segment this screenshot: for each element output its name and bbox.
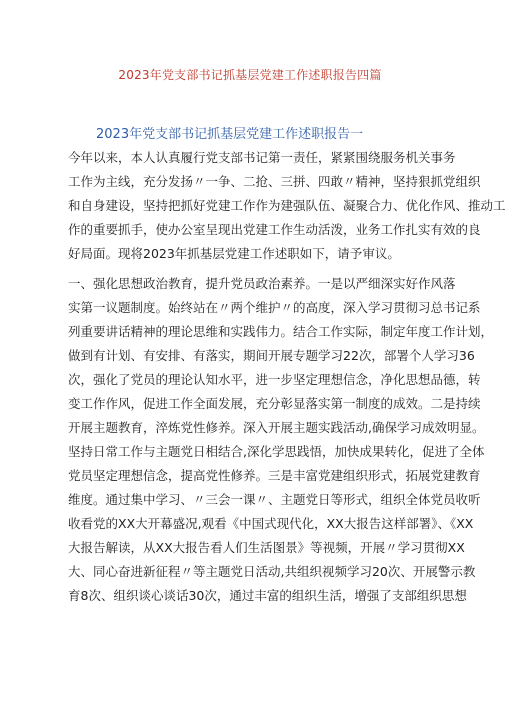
text-line: 好局面。现将2023年抓基层党建工作述职如下，请予审议。	[68, 246, 400, 261]
text-line: 大、同心奋进新征程〃等主题党日活动,共组织视频学习20次、开展警示教	[68, 564, 476, 579]
paragraph-intro	[68, 146, 506, 266]
text-line: 变工作作风，促进工作全面发展，充分彰显落实第一制度的成效。二是持续	[68, 396, 481, 411]
text-line: 收看党的XX大开幕盛况,观看《中国式现代化，XX大报告这样部署》、《XX	[68, 516, 474, 531]
text-line: 党员坚定理想信念，提高党性修养。三是丰富党建组织形式，拓展党建教育	[68, 468, 481, 483]
text-line: 开展主题教育，淬炼党性修养。深入开展主题实践活动,确保学习成效明显。	[68, 420, 485, 435]
text-line: 做到有计划、有安排、有落实，期间开展专题学习22次，部署个人学习36	[68, 348, 475, 363]
text-line: 和自身建设，坚持把抓好党建工作作为建强队伍、凝聚合力、优化作风、推动工	[68, 198, 506, 213]
text-line: 维度。通过集中学习、〃三会一课〃、主题党日等形式，组织全体党员收听	[68, 492, 481, 507]
text-line: 育8次、组织谈心谈话30次，通过丰富的组织生活，增强了支部组织思想	[68, 588, 467, 603]
document-title: 2023年党支部书记抓基层党建工作述职报告四篇	[118, 68, 382, 82]
text-line: 作的重要抓手，使办公室呈现出党建工作生动活泼，业务工作扎实有效的良	[68, 222, 481, 237]
text-line: 坚持日常工作与主题党日相结合,深化学思践悟，加快成果转化，促进了全体	[68, 444, 485, 459]
paragraph-political-education	[68, 272, 494, 608]
text-line: 工作为主线，充分发扬〃一争、二抢、三拼、四敢〃精神，坚持狠抓党组织	[68, 174, 481, 189]
text-line: 一、强化思想政治教育，提升党员政治素养。一是以严细深实好作风落	[68, 276, 456, 291]
report-body	[68, 146, 506, 608]
text-line: 实第一议题制度。始终站在〃两个维护〃的高度，深入学习贯彻习总书记系	[68, 300, 481, 315]
text-line: 今年以来，本人认真履行党支部书记第一责任，紧紧围绕服务机关事务	[68, 150, 456, 165]
text-line: 大报告解读，从XX大报告看人们生活图景》等视频，开展〃学习贯彻XX	[68, 540, 465, 555]
section-title: 2023年党支部书记抓基层党建工作述职报告一	[96, 127, 364, 142]
text-line: 列重要讲话精神的理论思维和实践伟力。结合工作实际，制定年度工作计划，	[68, 324, 494, 339]
text-line: 次，强化了党员的理论认知水平，进一步坚定理想信念，净化思想品德，转	[68, 372, 481, 387]
